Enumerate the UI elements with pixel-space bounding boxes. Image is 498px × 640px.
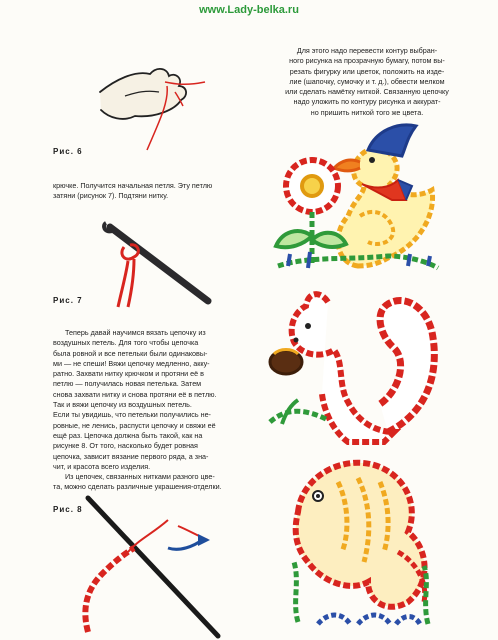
text-line: Для этого надо перевести контур выбран-: [296, 46, 438, 55]
text-line: рисунке 8. От того, насколько будет ровная: [53, 441, 198, 451]
text-line: крючке. Получится начальная петля. Эту петлю: [53, 181, 213, 190]
figure-8-caption: Рис. 8: [53, 505, 83, 514]
text-line: снова захвати нитку и снова протяни её в петлю.: [53, 389, 217, 399]
text-line: Если ты увидишь, что петельки получились не-: [53, 410, 211, 420]
text-line: ровные, не ленись, распусти цепочку и свяжи её: [53, 420, 216, 430]
text-line: ратно. Захвати нитку крючком и протяни её в: [53, 369, 204, 379]
text-line: ного рисунка на прозрачную бумагу, потом вы-: [289, 56, 445, 66]
text-line: ми — не спеши! Вяжи цепочку медленно, акку-: [53, 358, 210, 368]
text-line: Так и вяжи цепочку из воздушных петель.: [53, 400, 192, 410]
text-line: Из цепочек, связанных нитками разного цве-: [65, 472, 215, 482]
hand-thread-illustration: [95, 52, 210, 152]
top-right-text: [262, 46, 472, 118]
text-line: чит, и красота всего изделия.: [53, 461, 151, 471]
text-line: петлю — получилась новая петелька. Затем: [53, 379, 202, 389]
hook-knot-illustration: [98, 213, 218, 313]
text-line: Теперь давай научимся вязать цепочку из: [65, 328, 206, 337]
squirrel-illustration: [268, 282, 448, 452]
text-line: лие (шапочку, сумочку и т. д.), обвести мелком: [289, 76, 445, 86]
text-line: ещё раз. Цепочка должна быть такой, как на: [53, 430, 203, 440]
text-line: но пришить ниткой того же цвета.: [310, 107, 424, 117]
text-line: затяни (рисунок 7). Подтяни нитку.: [53, 191, 169, 201]
mid-left-text: [53, 181, 253, 202]
text-line: или сделать намётку ниткой. Связанную цепочку: [285, 87, 449, 97]
site-watermark: www.Lady-belka.ru: [199, 4, 299, 16]
goldfish-illustration: [278, 452, 458, 632]
text-line: воздушных петель. Для того чтобы цепочка: [53, 338, 199, 348]
text-line: надо уложить по контуру рисунка и аккурат-: [293, 97, 441, 107]
duck-flower-illustration: [268, 116, 448, 276]
figure-6-caption: Рис. 6: [53, 147, 83, 156]
text-line: была ровной и все петельки были одинаковы-: [53, 348, 208, 358]
main-text: [53, 328, 253, 493]
text-line: цепочка, зависит вязание первого ряда, а зна-: [53, 451, 209, 461]
figure-7-caption: Рис. 7: [53, 296, 83, 305]
text-line: та, можно сделать различные украшения-отделки.: [53, 482, 222, 492]
text-line: резать фигурку или цветок, положить на изде-: [289, 66, 445, 76]
chain-crochet-illustration: [68, 490, 228, 640]
